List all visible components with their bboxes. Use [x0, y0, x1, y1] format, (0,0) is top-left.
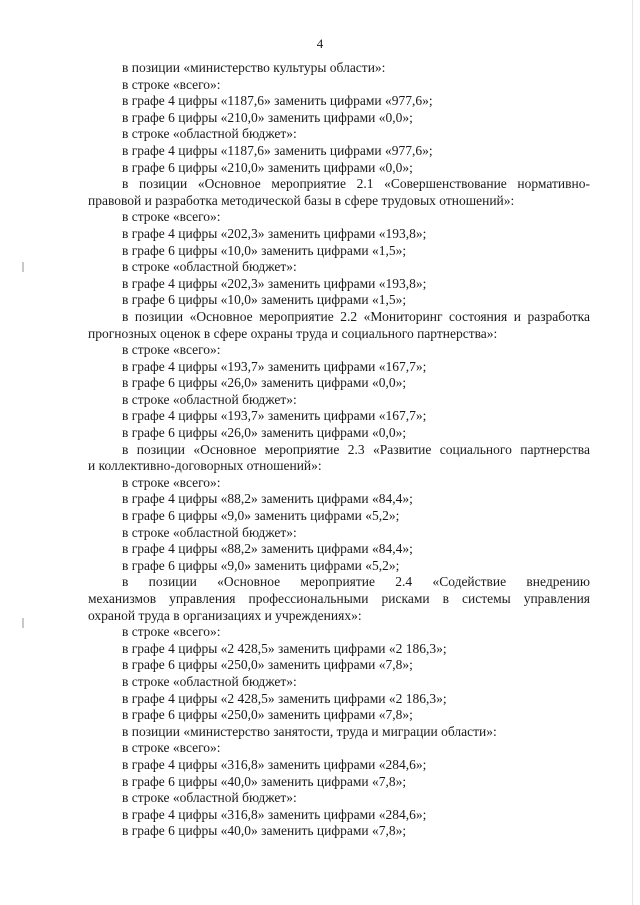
- text-line: в строке «всего»:: [122, 474, 221, 490]
- text-line: в строке «областной бюджет»:: [122, 259, 297, 275]
- scan-artifact-left-top: [22, 262, 24, 272]
- text-line: в графе 4 цифры «88,2» заменить цифрами «84,4»;: [122, 541, 413, 557]
- text-line: в позиции «Основное мероприятие 2.2 «Мониторинг состояния и разработка: [122, 308, 590, 324]
- text-line: в графе 6 цифры «40,0» заменить цифрами «7,8»;: [122, 823, 407, 839]
- text-line: в графе 4 цифры «2 428,5» заменить цифрами «2 186,3»;: [122, 690, 447, 706]
- text-line: механизмов управления профессиональными рисками в системы управления: [88, 591, 590, 606]
- text-line: в позиции «Основное мероприятие 2.3 «Развитие социального партнерства: [122, 441, 590, 457]
- text-line: в графе 4 цифры «316,8» заменить цифрами «284,6»;: [122, 806, 427, 822]
- text-line: в строке «всего»:: [122, 209, 221, 225]
- text-line: в графе 6 цифры «10,0» заменить цифрами «1,5»;: [122, 292, 407, 308]
- scan-artifact-right-edge: [632, 0, 633, 905]
- text-line: в строке «областной бюджет»:: [122, 790, 297, 806]
- text-line: и коллективно-договорных отношений»:: [88, 458, 322, 474]
- text-line: в графе 4 цифры «1187,6» заменить цифрами «977,6»;: [122, 93, 433, 109]
- text-line: в графе 6 цифры «26,0» заменить цифрами «0,0»;: [122, 425, 407, 441]
- text-line: в позиции «министерство занятости, труда и миграции области»:: [122, 723, 497, 739]
- text-line: в графе 4 цифры «202,3» заменить цифрами «193,8»;: [122, 275, 427, 291]
- text-line: в строке «областной бюджет»:: [122, 673, 297, 689]
- text-line: в строке «областной бюджет»:: [122, 391, 297, 407]
- scan-artifact-left-bottom: [22, 618, 24, 628]
- text-line: в строке «всего»:: [122, 624, 221, 640]
- page-number: 4: [316, 36, 324, 51]
- text-line: в строке «всего»:: [122, 342, 221, 358]
- text-line: в графе 6 цифры «26,0» заменить цифрами «0,0»;: [122, 375, 407, 391]
- document-body: [88, 60, 590, 840]
- text-line: в графе 6 цифры «9,0» заменить цифрами «5,2»;: [122, 508, 400, 524]
- text-line: в позиции «Основное мероприятие 2.4 «Содействие внедрению: [122, 574, 590, 590]
- text-line: в графе 6 цифры «250,0» заменить цифрами «7,8»;: [122, 657, 413, 673]
- text-line: в графе 4 цифры «202,3» заменить цифрами «193,8»;: [122, 225, 427, 241]
- text-line: в графе 4 цифры «1187,6» заменить цифрами «977,6»;: [122, 142, 433, 158]
- text-line: в графе 6 цифры «250,0» заменить цифрами «7,8»;: [122, 707, 413, 723]
- text-line: в позиции «Основное мероприятие 2.1 «Совершенствование нормативно-: [122, 176, 590, 192]
- text-line: в строке «всего»:: [122, 740, 221, 756]
- text-line: в графе 6 цифры «10,0» заменить цифрами «1,5»;: [122, 242, 407, 258]
- text-line: в графе 4 цифры «193,7» заменить цифрами «167,7»;: [122, 408, 427, 424]
- text-line: в графе 4 цифры «193,7» заменить цифрами «167,7»;: [122, 358, 427, 374]
- text-line: в графе 6 цифры «9,0» заменить цифрами «5,2»;: [122, 557, 400, 573]
- text-line: прогнозных оценок в сфере охраны труда и социального партнерства»:: [88, 325, 498, 341]
- text-line: в строке «всего»:: [122, 76, 221, 92]
- text-line: охраной труда в организациях и учреждениях»:: [88, 607, 362, 623]
- text-line: в строке «областной бюджет»:: [122, 126, 297, 142]
- text-line: правовой и разработка методической базы в сфере трудовых отношений»:: [88, 192, 515, 208]
- text-line: в графе 4 цифры «2 428,5» заменить цифрами «2 186,3»;: [122, 640, 447, 656]
- text-line: в графе 6 цифры «210,0» заменить цифрами «0,0»;: [122, 109, 413, 125]
- text-line: в графе 6 цифры «40,0» заменить цифрами «7,8»;: [122, 773, 407, 789]
- text-line: в строке «областной бюджет»:: [122, 524, 297, 540]
- text-line: в графе 6 цифры «210,0» заменить цифрами «0,0»;: [122, 159, 413, 175]
- text-line: в графе 4 цифры «88,2» заменить цифрами «84,4»;: [122, 491, 413, 507]
- text-line: в графе 4 цифры «316,8» заменить цифрами «284,6»;: [122, 756, 427, 772]
- text-line: в позиции «министерство культуры области»:: [122, 60, 386, 75]
